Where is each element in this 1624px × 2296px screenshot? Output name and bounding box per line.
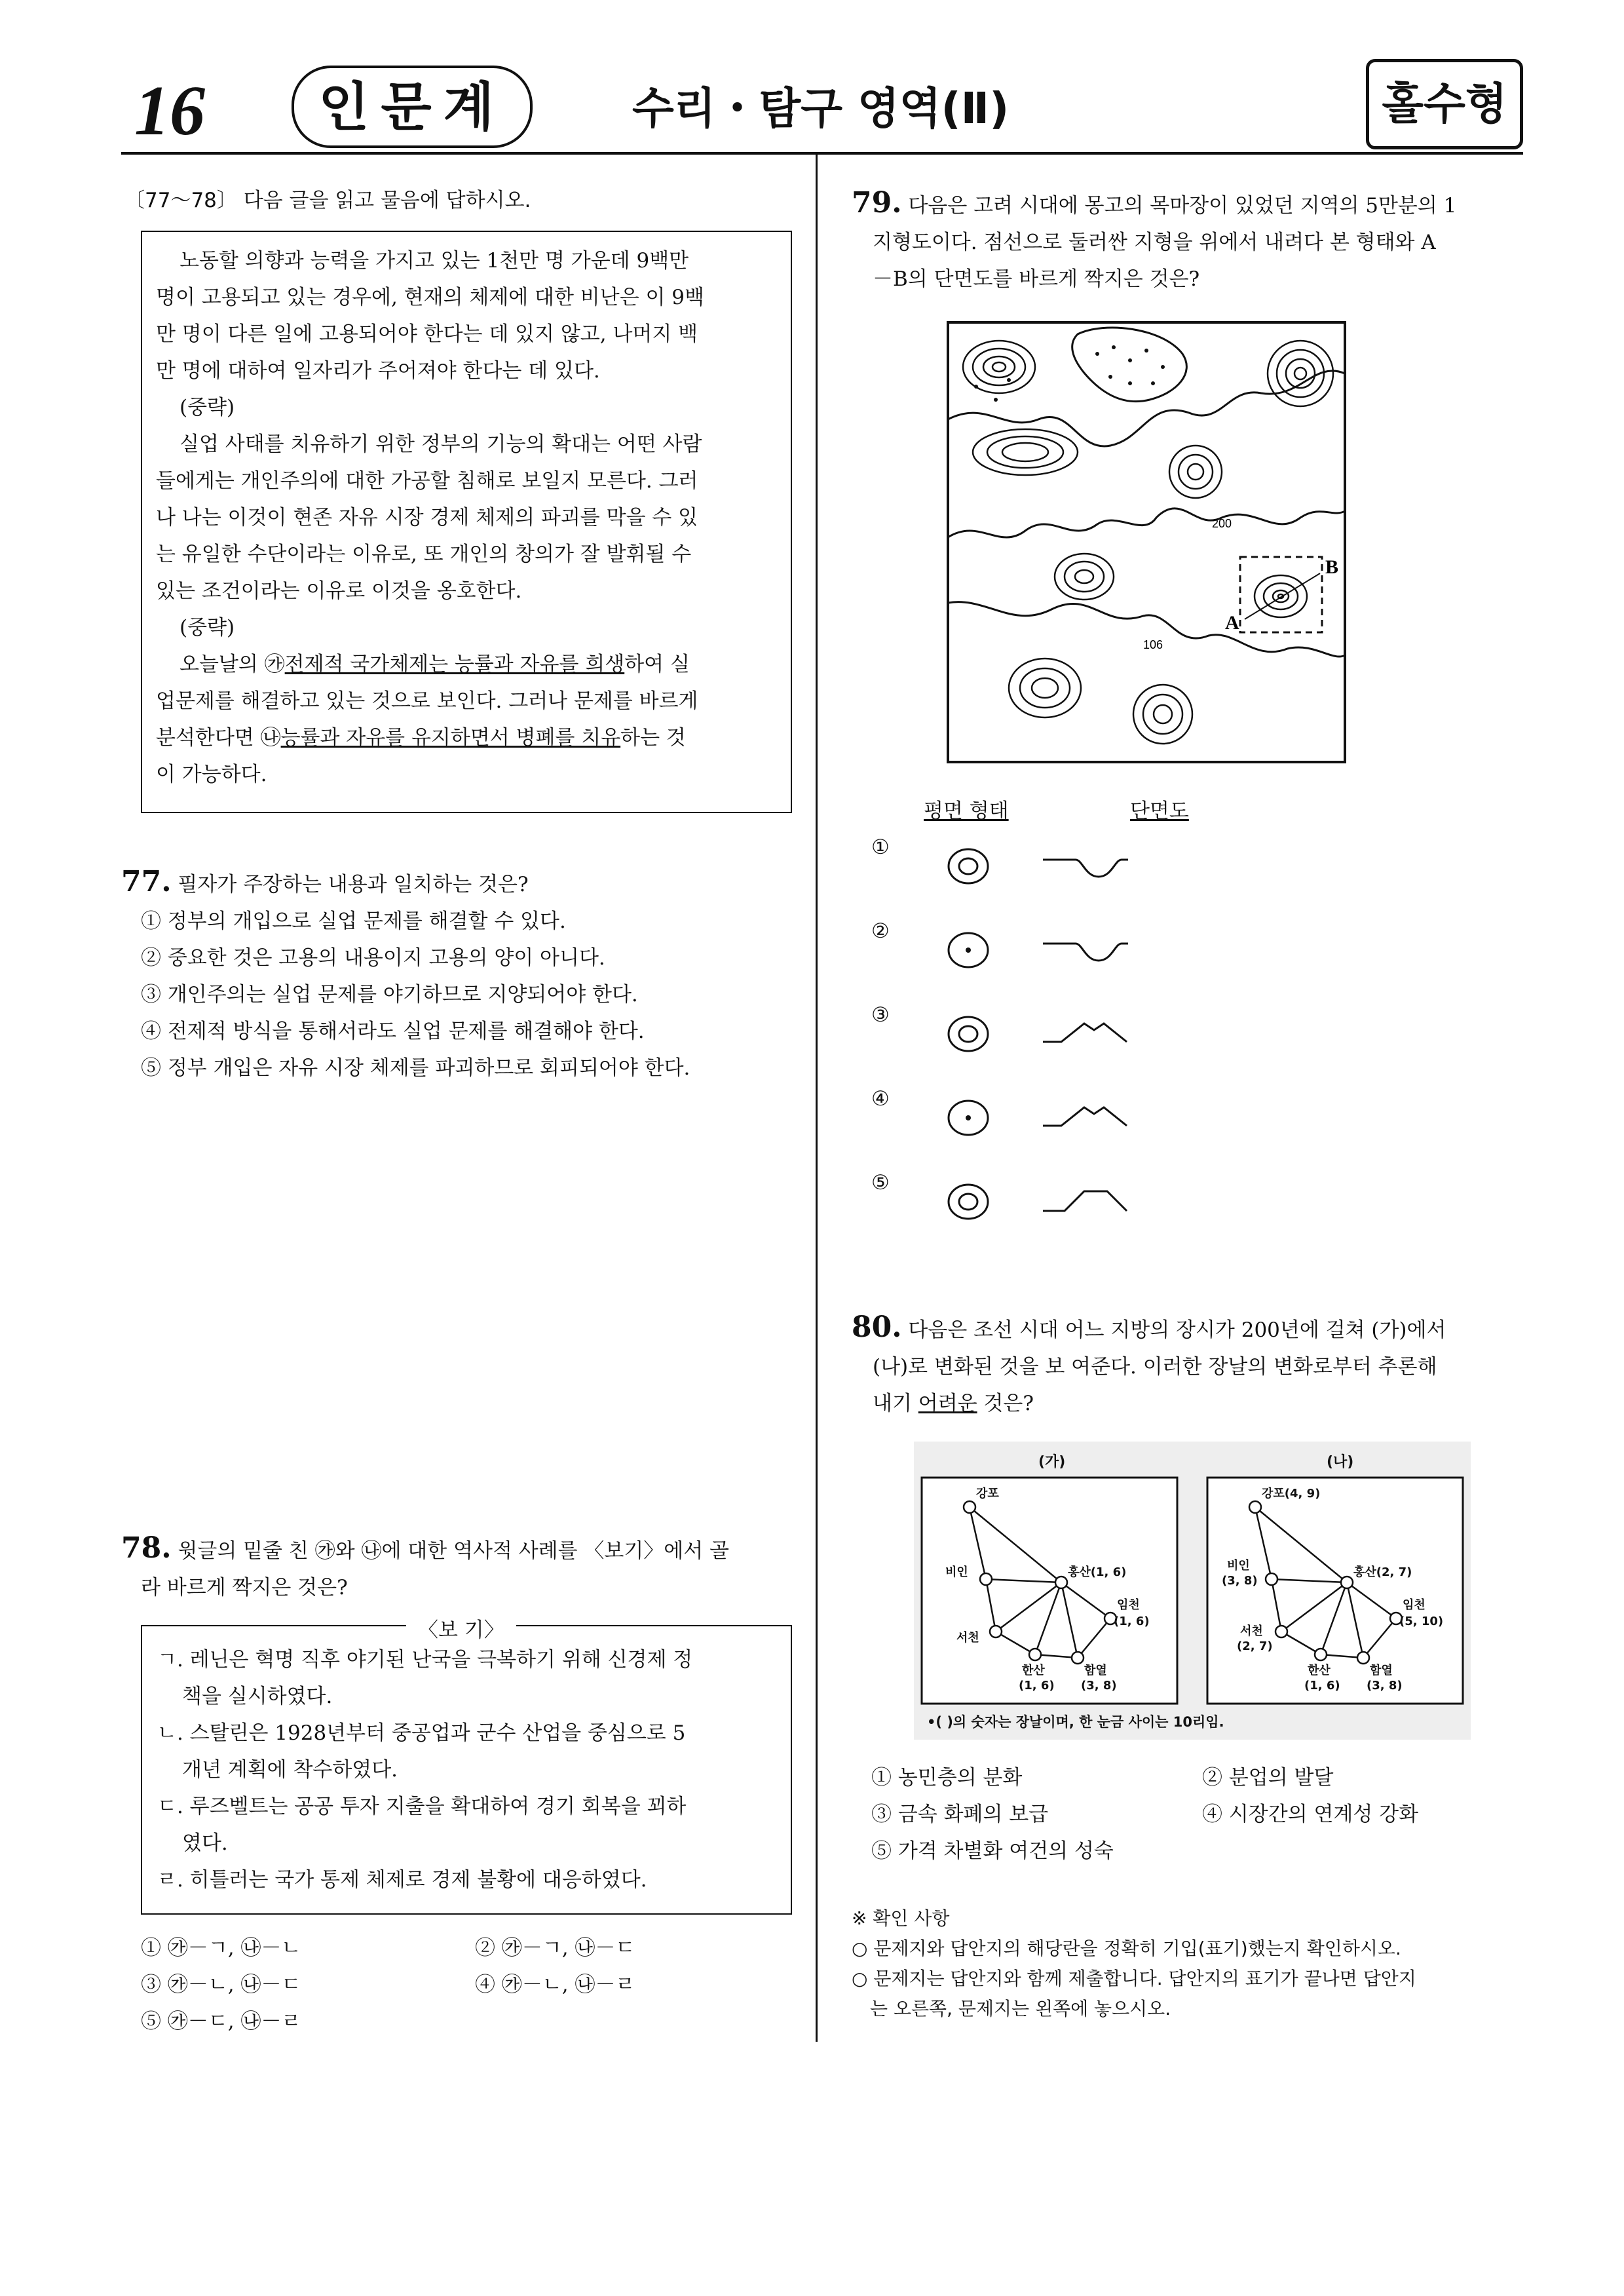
question-80	[852, 1309, 1446, 1422]
option-5[interactable]: ⑤ 가격 차별화 여건의 성숙	[871, 1839, 1114, 1863]
market-label: (5, 10)	[1399, 1615, 1444, 1628]
question-number: 80.	[852, 1311, 902, 1344]
market-label: 강포	[976, 1487, 999, 1501]
market-label: (2, 7)	[1237, 1639, 1273, 1653]
market-label: 홍산(1, 6)	[1068, 1565, 1127, 1579]
option-1[interactable]: ① 농민층의 분화	[871, 1766, 1023, 1789]
confirm-line: ○ 문제지와 답안지의 해당란을 정확히 기입(표기)했는지 확인하시오.	[852, 1938, 1401, 1959]
option-4[interactable]: ④	[871, 1087, 890, 1111]
passage-line: 분석한다면 ㉯능률과 자유를 유지하면서 병폐를 치유하는 것	[156, 726, 686, 750]
option-3[interactable]: ③	[871, 1003, 890, 1027]
diagram-note: •( )의 숫자는 장날이며, 한 눈금 사이는 10리임.	[927, 1714, 1224, 1730]
bogi-list	[157, 1641, 692, 1898]
mark-ga: ㉮	[264, 653, 285, 676]
passage-line: 실업 사태를 치유하기 위한 정부의 기능의 확대는 어떤 사람	[179, 432, 702, 456]
passage-line: 는 유일한 수단이라는 이유로, 또 개인의 창의가 잘 발휘될 수	[156, 543, 692, 566]
passage-line: 만 명이 다른 일에 고용되어야 한다는 데 있지 않고, 나머지 백	[156, 322, 698, 346]
header-rule	[121, 152, 1523, 155]
option-4[interactable]: ④ 전제적 방식을 통해서라도 실업 문제를 해결해야 한다.	[141, 1020, 645, 1043]
confirm-title: ※ 확인 사항	[852, 1907, 950, 1929]
option-2[interactable]: ② 중요한 것은 고용의 내용이지 고용의 양이 아니다.	[141, 946, 605, 970]
subject-title: 수리・탐구 영역(Ⅱ)	[632, 83, 1010, 134]
option-2[interactable]: ② ㉮－ㄱ, ㉯－ㄷ	[475, 1936, 635, 1960]
question-stem: 다음은 조선 시대 어느 지방의 장시가 200년에 걸쳐 (가)에서	[908, 1318, 1446, 1342]
market-label: 한산	[1022, 1664, 1045, 1677]
option-5[interactable]: ⑤ 정부 개입은 자유 시장 체제를 파괴하므로 회피되어야 한다.	[141, 1056, 690, 1080]
option-4[interactable]: ④ ㉮－ㄴ, ㉯－ㄹ	[475, 1973, 635, 1997]
bogi-item: ㄴ. 스탈린은 1928년부터 중공업과 군수 산업을 중심으로 5	[157, 1721, 686, 1745]
mark-na: ㉯	[260, 726, 281, 750]
passage-line: 만 명에 대하여 일자리가 주어져야 한다는 데 있다.	[156, 359, 600, 383]
option-1[interactable]: ① ㉮－ㄱ, ㉯－ㄴ	[141, 1936, 301, 1960]
q79-option-figures	[937, 832, 1212, 1225]
passage-line: (중략)	[179, 396, 235, 419]
passage-line: 이 가능하다.	[156, 763, 267, 786]
bogi-item-cont: 였다.	[182, 1831, 228, 1855]
instruction-77-78: 〔77～78〕 다음 글을 읽고 물음에 답하시오.	[124, 189, 531, 212]
passage-line: 나 나는 이것이 현존 자유 시장 경제 체제의 파괴를 막을 수 있	[156, 506, 698, 529]
option-1[interactable]: ①	[871, 835, 890, 859]
confirm-line: ○ 문제지는 답안지와 함께 제출합니다. 답안지의 표기가 끝나면 답안지	[852, 1968, 1416, 1989]
passage-line: 있는 조건이라는 이유로 이것을 옹호한다.	[156, 579, 522, 603]
market-label: (3, 8)	[1367, 1679, 1403, 1693]
passage-line: 업문제를 해결하고 있는 것으로 보인다. 그러나 문제를 바르게	[156, 689, 698, 713]
market-label: 비인	[1227, 1559, 1250, 1573]
emphasis-underline: 어려운	[918, 1392, 977, 1415]
column-section-header: 단면도	[1130, 799, 1189, 823]
passage-line: 들에게는 개인주의에 대한 가공할 침해로 보일지 모른다. 그러	[156, 469, 698, 493]
question-77	[121, 864, 690, 1086]
option-2[interactable]: ②	[871, 919, 890, 943]
option-1[interactable]: ① 정부의 개입으로 실업 문제를 해결할 수 있다.	[141, 909, 566, 933]
column-plan-header: 평면 형태	[924, 799, 1009, 823]
topographic-map	[947, 321, 1346, 763]
question-stem: 다음은 고려 시대에 몽고의 목마장이 있었던 지역의 5만분의 1	[908, 194, 1457, 218]
question-78	[121, 1530, 729, 1606]
passage-line: (중략)	[179, 616, 235, 640]
question-number: 79.	[852, 186, 902, 220]
map-label-a: A	[1225, 612, 1239, 634]
option-4[interactable]: ④ 시장간의 연계성 강화	[1202, 1803, 1419, 1826]
passage-text	[156, 242, 704, 793]
question-stem-cont: 라 바르게 짝지은 것은?	[141, 1576, 348, 1599]
market-label: 함열	[1084, 1664, 1107, 1677]
market-label: 임천	[1403, 1598, 1426, 1612]
form-type-badge: 홀수형	[1366, 59, 1523, 149]
market-label: (1, 6)	[1114, 1615, 1150, 1628]
option-5[interactable]: ⑤ ㉮－ㄷ, ㉯－ㄹ	[141, 2010, 301, 2033]
market-label: 비인	[945, 1565, 968, 1579]
market-label: (3, 8)	[1222, 1574, 1258, 1588]
market-label: 서천	[956, 1631, 979, 1645]
option-3[interactable]: ③ ㉮－ㄴ, ㉯－ㄷ	[141, 1973, 301, 1997]
confirm-line: 는 오른쪽, 문제지는 왼쪽에 놓으시오.	[870, 1998, 1171, 2019]
page-number: 16	[134, 72, 205, 150]
bogi-item: ㄱ. 레닌은 혁명 직후 야기된 난국을 극복하기 위해 신경제 정	[157, 1648, 693, 1672]
option-3[interactable]: ③ 금속 화폐의 보급	[871, 1803, 1049, 1826]
chart-na-title: (나)	[1327, 1454, 1354, 1470]
market-label: 강포(4, 9)	[1262, 1487, 1321, 1501]
passage-line: 명이 고용되고 있는 경우에, 현재의 체제에 대한 비난은 이 9백	[156, 286, 704, 309]
question-stem-cont: 지형도이다. 점선으로 둘러싼 지형을 위에서 내려다 본 형태와 A	[873, 231, 1436, 254]
question-stem: 윗글의 밑줄 친 ㉮와 ㉯에 대한 역사적 사례를 〈보기〉에서 골	[178, 1539, 729, 1563]
bogi-title: 〈보 기〉	[406, 1612, 516, 1649]
question-number: 77.	[121, 865, 172, 898]
map-label-b: B	[1325, 556, 1339, 578]
bogi-item: ㄷ. 루즈벨트는 공공 투자 지출을 확대하여 경기 회복을 꾀하	[157, 1795, 687, 1818]
track-label: 인문계	[292, 66, 533, 148]
contour-label: 200	[1212, 517, 1232, 530]
question-number: 78.	[121, 1531, 172, 1565]
market-label: (1, 6)	[1304, 1679, 1340, 1693]
market-label: (1, 6)	[1019, 1679, 1055, 1693]
question-stem-cont: 내기 어려운 것은?	[873, 1392, 1034, 1415]
chart-ga-title: (가)	[1038, 1454, 1066, 1470]
market-label: 서천	[1240, 1624, 1263, 1638]
market-network-diagram	[914, 1442, 1471, 1740]
bogi-item: ㄹ. 히틀러는 국가 통제 체제로 경제 불황에 대응하였다.	[157, 1868, 647, 1892]
passage-line: 노동할 의향과 능력을 가지고 있는 1천만 명 가운데 9백만	[179, 249, 689, 273]
underline-na: 능률과 자유를 유지하면서 병폐를 치유	[280, 726, 621, 750]
passage-line: 오늘날의 ㉮전제적 국가체제는 능률과 자유를 희생하여 실	[179, 653, 690, 676]
market-label: (3, 8)	[1081, 1679, 1117, 1693]
option-3[interactable]: ③ 개인주의는 실업 문제를 야기하므로 지양되어야 한다.	[141, 983, 638, 1006]
option-2[interactable]: ② 분업의 발달	[1202, 1766, 1334, 1789]
bogi-item-cont: 개년 계획에 착수하였다.	[182, 1758, 398, 1782]
question-stem-cont: －B의 단면도를 바르게 짝지은 것은?	[873, 267, 1200, 291]
question-79	[852, 185, 1456, 297]
confirm-section	[852, 1904, 1416, 2024]
question-stem: 필자가 주장하는 내용과 일치하는 것은?	[178, 873, 529, 896]
market-label: 한산	[1308, 1664, 1331, 1677]
market-label: 함열	[1370, 1664, 1393, 1677]
option-5[interactable]: ⑤	[871, 1171, 890, 1195]
column-divider	[816, 155, 818, 2042]
question-stem-cont: (나)로 변화된 것을 보 여준다. 이러한 장날의 변화로부터 추론해	[873, 1355, 1437, 1379]
contour-label: 106	[1143, 638, 1163, 651]
market-label: 홍산(2, 7)	[1353, 1565, 1412, 1579]
bogi-item-cont: 책을 실시하였다.	[182, 1685, 333, 1708]
market-label: 임천	[1117, 1598, 1140, 1612]
underline-ga: 전제적 국가체제는 능률과 자유를 희생	[284, 653, 625, 676]
